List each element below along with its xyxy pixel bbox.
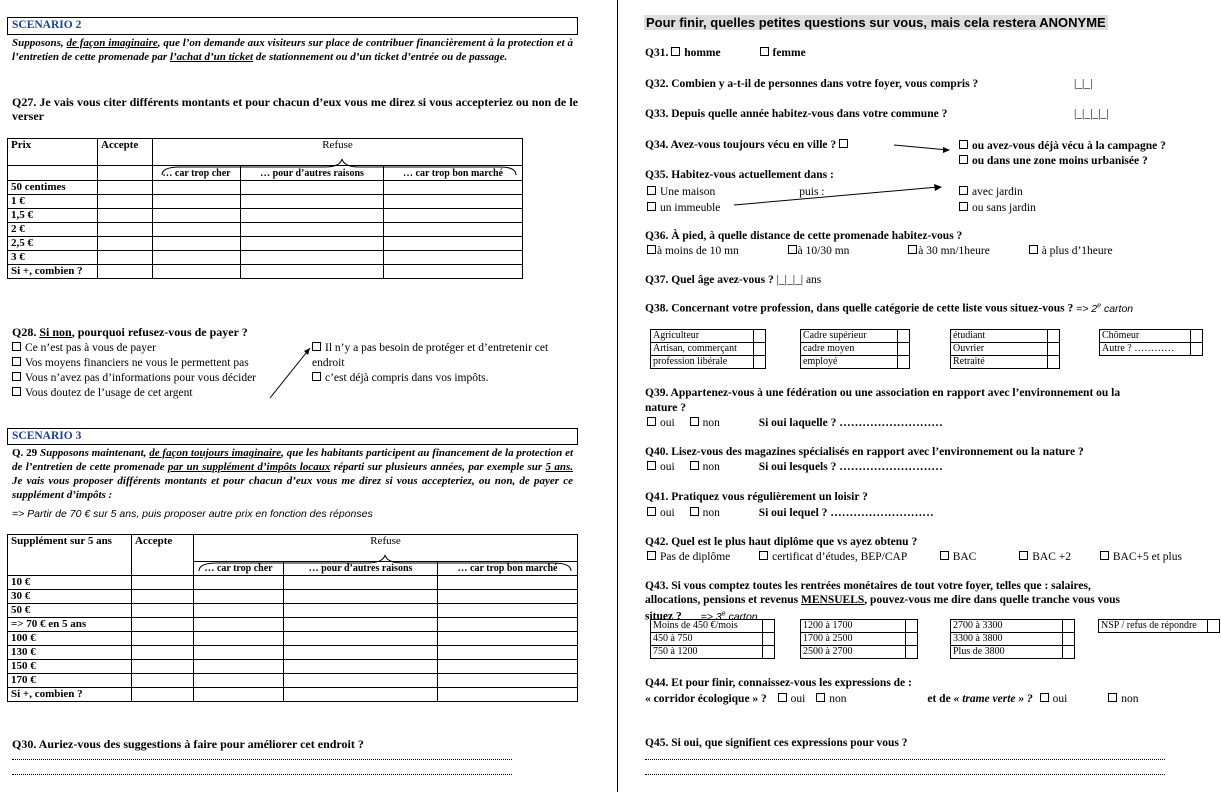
th-autres-2: … pour d’autres raisons: [284, 561, 438, 576]
q28-text: Q28. Si non, pourquoi refusez-vous de payer ?: [12, 325, 248, 339]
th-refuse-2: Refuse: [194, 535, 578, 562]
checkbox[interactable]: [1108, 693, 1117, 702]
table-row: 170 €: [8, 674, 132, 688]
table-row: 1 €: [8, 195, 98, 209]
checkbox[interactable]: [647, 186, 656, 195]
scenario-3-text: Q. 29 Supposons maintenant, de façon toujours imaginaire, que les habitants participent au financement de la protection et de l’entretien de cette promenade par un supplément d’impôts locaux réparti sur plusieurs années, par exemple sur 5 ans. Je vais vous proposer différents montants et pour chacun d’eux vous me direz si vous accepteriez, ou non, de payer ce supplément d’impôts :: [12, 447, 574, 501]
section-title: Pour finir, quelles petites questions sur vous, mais cela restera ANONYME: [646, 15, 1106, 30]
q39-options: oui non Si oui laquelle ? ………………………: [647, 417, 943, 429]
checkbox[interactable]: [12, 342, 21, 351]
checkbox[interactable]: [759, 551, 768, 560]
q31: Q31. homme femme: [645, 47, 806, 59]
profession-col-3: étudiant Ouvrier Retraité: [950, 329, 1060, 369]
th-refuse: Refuse: [153, 139, 523, 166]
q33-field[interactable]: |_|_|_|_|: [1074, 108, 1109, 120]
q42: Q42. Quel est le plus haut diplôme que vs ayez obtenu ?: [645, 536, 918, 548]
q28-option[interactable]: Vous n’avez pas d’informations pour vous décider: [12, 371, 256, 386]
table-row: 130 €: [8, 646, 132, 660]
table-row: 50 centimes: [8, 181, 98, 195]
q40-options: oui non Si oui lesquels ? ………………………: [647, 461, 943, 473]
q28-left-options: [12, 341, 256, 401]
th-autres: … pour d’autres raisons: [241, 166, 384, 181]
th-prix: Prix: [8, 139, 98, 166]
checkbox[interactable]: [959, 186, 968, 195]
checkbox[interactable]: [940, 551, 949, 560]
checkbox[interactable]: [647, 417, 656, 426]
table-row: 50 €: [8, 604, 132, 618]
checkbox[interactable]: [647, 245, 656, 254]
q43: Q43. Si vous comptez toutes les rentrées monétaires de tout votre foyer, telles que : salaires, allocations, pensions et revenus MENSUELS, pouvez-vous me dire dans quelle tranche vous vous situez ? => $3^e$ carton: [645, 580, 1120, 623]
q28-right-options: Il n’y a pas besoin de protéger et d’entretenir cet endroit c’est déjà compris dans vos impôts.: [312, 342, 549, 384]
th-trop-cher: … car trop cher: [153, 166, 241, 181]
q32-field[interactable]: |_|_|: [1074, 78, 1093, 90]
checkbox[interactable]: [959, 155, 968, 164]
profession-col-1: Agriculteur Artisan, commerçant profession libérale: [650, 329, 766, 369]
refuse-brace-1: [160, 157, 520, 177]
q30-text: Q30. Auriez-vous des suggestions à faire pour améliorer cet endroit ?: [12, 737, 364, 751]
checkbox[interactable]: [690, 461, 699, 470]
q27-text: Q27. Je vais vous citer différents montants et pour chacun d’eux vous me direz si vous accepteriez ou non de le verser: [12, 95, 578, 123]
checkbox[interactable]: [908, 245, 917, 254]
q41: Q41. Pratiquez vous régulièrement un loisir ?: [645, 491, 868, 503]
arrow-icon: [892, 142, 954, 156]
checkbox[interactable]: [816, 693, 825, 702]
page-divider: [617, 0, 618, 792]
table-row: 150 €: [8, 660, 132, 674]
q36-options: à moins de 10 mn à 10/30 mn à 30 mn/1heure à plus d’1heure: [647, 245, 1113, 257]
checkbox[interactable]: [959, 202, 968, 211]
q34-options: ou avez-vous déjà vécu à la campagne ? ou dans une zone moins urbanisée ?: [959, 139, 1166, 169]
income-col-3: 2700 à 3300 3300 à 3800 Plus de 3800: [950, 619, 1075, 659]
profession-col-4: Chômeur Autre ? …………: [1099, 329, 1203, 356]
th-accepte-2: Accepte: [132, 535, 194, 562]
checkbox[interactable]: [788, 245, 797, 254]
q35-options: Une maison puis : un immeuble: [647, 184, 825, 216]
checkbox[interactable]: [12, 372, 21, 381]
refuse-brace-2: [197, 553, 577, 573]
q32: Q32. Combien y a-t-il de personnes dans votre foyer, vous compris ?: [645, 78, 979, 90]
table-row: Si +, combien ?: [8, 265, 98, 279]
q28-option[interactable]: Vos moyens financiers ne vous le permettent pas: [12, 356, 256, 371]
q44-options: « corridor écologique » ? oui non et de « trame verte » ? oui non: [645, 693, 1139, 705]
income-col-1: Moins de 450 €/mois 450 à 750 750 à 1200: [650, 619, 775, 659]
checkbox[interactable]: [1040, 693, 1049, 702]
checkbox[interactable]: [12, 387, 21, 396]
table-row: => 70 € en 5 ans: [8, 618, 132, 632]
table-row: 1,5 €: [8, 209, 98, 223]
income-col-4: NSP / refus de répondre: [1098, 619, 1220, 633]
table-row: 30 €: [8, 590, 132, 604]
q39: Q39. Appartenez-vous à une fédération ou une association en rapport avec l’environnement ou la nature ?: [645, 387, 1121, 414]
table-row: 2,5 €: [8, 237, 98, 251]
scenario-3-title: SCENARIO 3: [7, 428, 578, 445]
profession-col-2: Cadre supérieur cadre moyen employé: [800, 329, 910, 369]
answer-line[interactable]: [12, 768, 512, 775]
q34: Q34. Avez-vous toujours vécu en ville ?: [645, 139, 852, 151]
q36: Q36. À pied, à quelle distance de cette promenade habitez-vous ?: [645, 230, 963, 242]
scenario-2-text: Supposons, de façon imaginaire, que l’on demande aux visiteurs sur place de contribuer financièrement à la protection et à l’entretien de cette promenade par l’achat d’un ticket de stationnement ou d’un ticket d’entrée ou de passage.: [12, 37, 573, 63]
q28-option[interactable]: c’est déjà compris dans vos impôts.: [312, 371, 548, 386]
q42-options: Pas de diplôme certificat d’études, BEP/CAP BAC BAC +2 BAC+5 et plus: [647, 551, 1182, 563]
th-bon-marche-2: … car trop bon marché: [438, 561, 578, 576]
checkbox[interactable]: [760, 47, 769, 56]
table-row: 10 €: [8, 576, 132, 590]
checkbox[interactable]: [959, 140, 968, 149]
q38: Q38. Concernant votre profession, dans quelle catégorie de cette liste vous situez-vous ? => $2^e$ carton: [645, 302, 1134, 315]
checkbox[interactable]: [778, 693, 787, 702]
arrow-icon: [268, 340, 318, 402]
q41-options: oui non Si oui lequel ? ………………………: [647, 507, 934, 519]
table-row: 2 €: [8, 223, 98, 237]
th-bon-marche: … car trop bon marché: [384, 166, 523, 181]
checkbox[interactable]: [690, 417, 699, 426]
scenario-3-note: => Partir de 70 € sur 5 ans, puis proposer autre prix en fonction des réponses: [12, 508, 373, 520]
th-accepte: Accepte: [98, 139, 153, 166]
th-supplement: Supplément sur 5 ans: [8, 535, 132, 562]
q44: Q44. Et pour finir, connaissez-vous les expressions de :: [645, 677, 912, 689]
table-row: Si +, combien ?: [8, 688, 132, 702]
q45: Q45. Si oui, que signifient ces expressions pour vous ?: [645, 737, 908, 749]
arrow-icon: [732, 183, 947, 209]
checkbox[interactable]: [1029, 245, 1038, 254]
table-row: 3 €: [8, 251, 98, 265]
answer-line[interactable]: [645, 768, 1165, 775]
checkbox[interactable]: [12, 357, 21, 366]
checkbox[interactable]: [1100, 551, 1109, 560]
income-col-2: 1200 à 1700 1700 à 2500 2500 à 2700: [800, 619, 918, 659]
q35-garden: avec jardin ou sans jardin: [959, 184, 1036, 216]
checkbox[interactable]: [647, 202, 656, 211]
q33: Q33. Depuis quelle année habitez-vous dans votre commune ?: [645, 108, 948, 120]
q28-option[interactable]: Vous doutez de l’usage de cet argent: [12, 386, 256, 401]
q28-option[interactable]: Ce n’est pas à vous de payer: [12, 341, 256, 356]
q37: Q37. Quel âge avez-vous ? |_|_|_| ans: [645, 274, 822, 286]
checkbox[interactable]: [647, 507, 656, 516]
checkbox[interactable]: [690, 507, 699, 516]
q35: Q35. Habitez-vous actuellement dans :: [645, 169, 834, 181]
checkbox[interactable]: [1019, 551, 1028, 560]
q37-field[interactable]: |_|_|_|: [776, 274, 804, 286]
answer-line[interactable]: [12, 753, 512, 760]
th-trop-cher-2: … car trop cher: [194, 561, 284, 576]
checkbox[interactable]: [647, 551, 656, 560]
q40: Q40. Lisez-vous des magazines spécialisés en rapport avec l’environnement ou la nature ?: [645, 446, 1084, 458]
checkbox[interactable]: [671, 47, 680, 56]
scenario-2-title: SCENARIO 2: [7, 17, 578, 35]
answer-line[interactable]: [645, 753, 1165, 760]
checkbox[interactable]: [839, 139, 848, 148]
q28-option[interactable]: Il n’y a pas besoin de protéger et d’entretenir cet: [312, 341, 548, 356]
table-row: 100 €: [8, 632, 132, 646]
checkbox[interactable]: [647, 461, 656, 470]
